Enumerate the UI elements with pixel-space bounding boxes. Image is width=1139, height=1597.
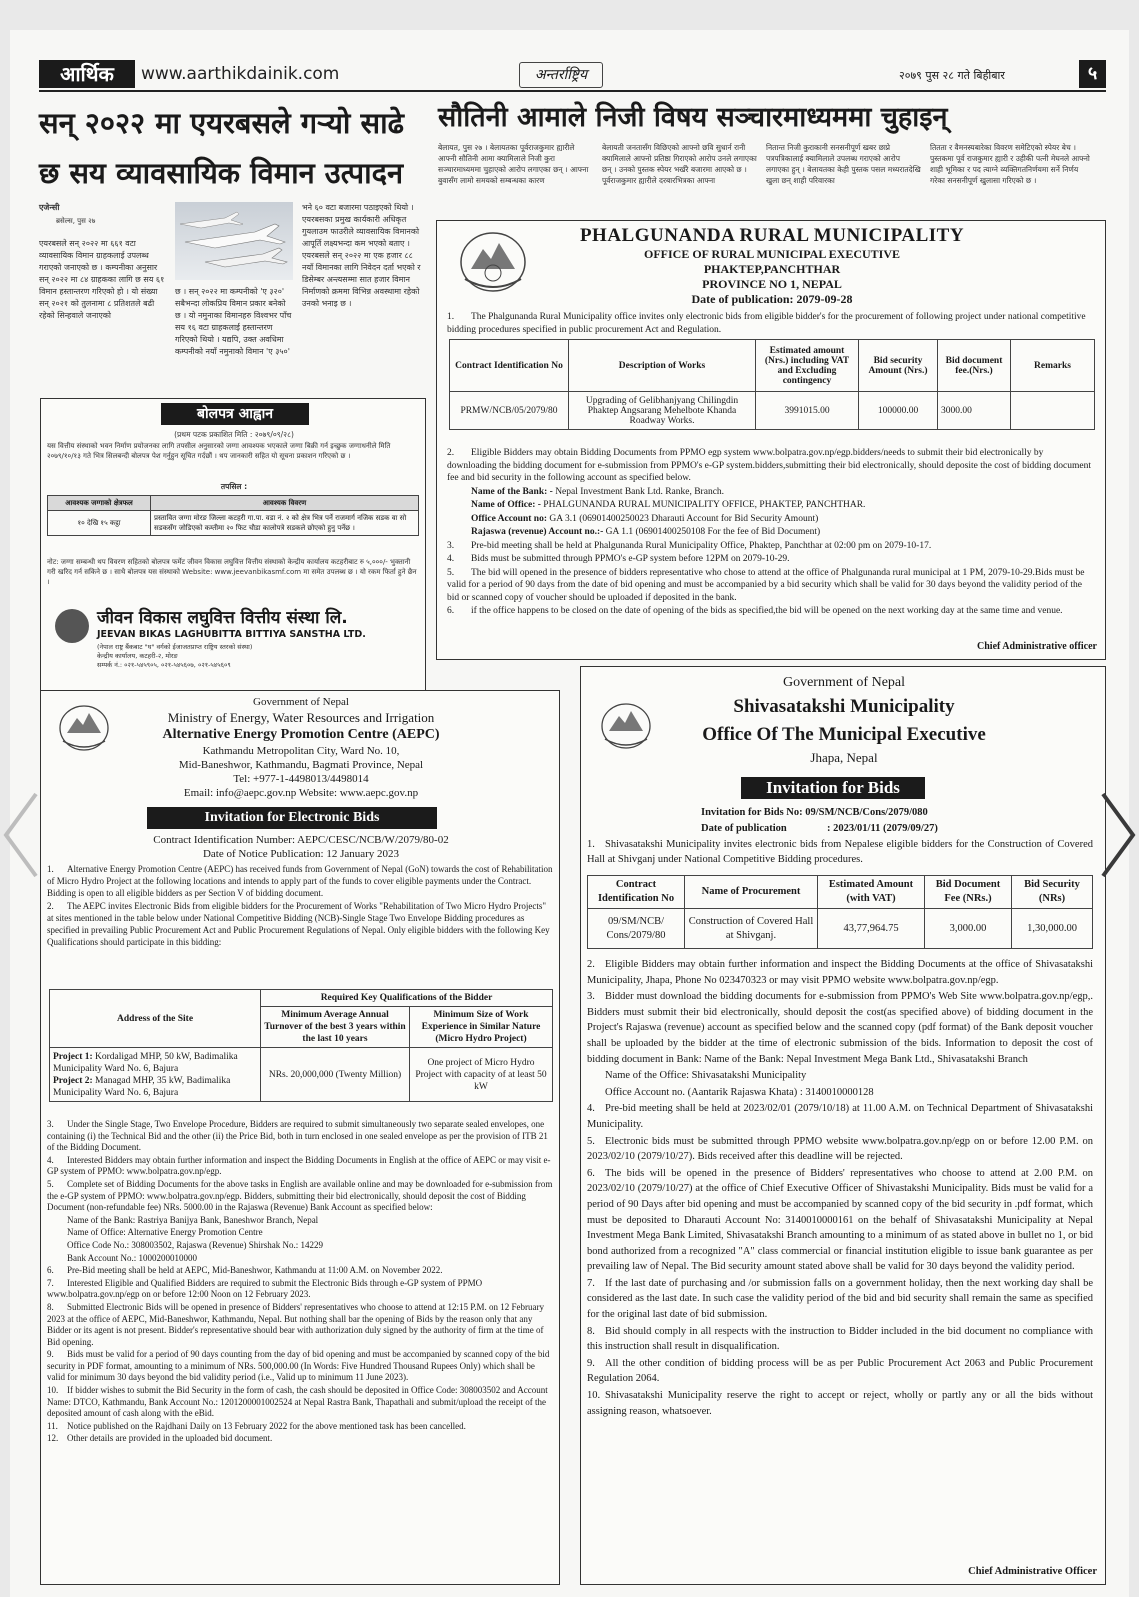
phalgunanda-heading: [437, 247, 1107, 307]
shiva-header: [581, 673, 1107, 767]
table-header: Required Key Qualifications of the Bidder: [261, 990, 553, 1007]
phalgunanda-notice: [436, 220, 1106, 660]
shivasatakshi-notice: [580, 666, 1106, 1585]
table-header: आवश्यक जग्गाको क्षेत्रफल: [48, 496, 151, 511]
jeevan-intro: यस वित्तीय संस्थाको भवन निर्माण प्रयोजनका लागि तपसील अनुसारको जग्गा आवश्यक भएकाले जग्गा बिक्री गर्न इच्छुक जग्गाधनीले मिति २०७९/१०/१३ गते भित्र सिलबन्दी बोलपत्र पेश गर्नुहुन सूचित गर्दछौं । थप जानकारी सहित यो सूचना प्रकाशन गरिएको छ ।: [47, 442, 391, 460]
aepc-contract-no: Contract Identification Number: AEPC/CESC/NCB/W/2079/80-02: [153, 834, 449, 846]
mother-col1: बेलायत, पुस २७ । बेलायतका पूर्वराजकुमार ह्यारीले आफ्नी सौतिनी आमा क्यामिलाले निजी कुरा सञ्चारमाध्यममा चुहाएको आरोप लगाएका छन् । आफ्ना बुवासँग लामो समयको सम्बन्धका कारण: [438, 143, 589, 185]
jeevan-notice: [40, 398, 426, 708]
table-cell: 1,30,000.00: [1012, 909, 1093, 949]
aepc-header: [41, 695, 561, 800]
table-header: Minimum Size of Work Experience in Similar Nature (Micro Hydro Project): [410, 1007, 553, 1048]
jeevan-name-en: JEEVAN BIKAS LAGHUBITTA BITTIYA SANSTHA LTD.: [97, 629, 366, 640]
aepc-notice-date: Date of Notice Publication: 12 January 2023: [202, 848, 400, 860]
table-cell: Construction of Covered Hall at Shivganj.: [685, 909, 818, 949]
table-cell: [1011, 392, 1095, 430]
jeevan-contact: सम्पर्क नं.: ०२१-५४५९०५, ०२१-५४५६०७, ०२१-५४५६०९: [97, 661, 231, 669]
jeevan-logo-icon: [55, 609, 89, 643]
phalgunanda-line1: OFFICE OF RURAL MUNICIPAL EXECUTIVE: [643, 247, 901, 261]
mother-col4: तितता र वैमनस्यबारेका विवरण समेटिएको स्पेयर बेच । पुस्तकमा पूर्व राजकुमार ह्यारी र उहीकी पत्नी मेघनले आफ्नो शाही भूमिका र पद त्याग्ने व्यक्तिगतनिर्णयमा सर्ने निर्णय गरेका सनसनीपूर्ण खुलासा गरिएको छ ।: [930, 143, 1090, 185]
table-cell: 3991015.00: [756, 392, 859, 430]
aepc-table: [49, 989, 553, 1102]
table-header: Estimated amount (Nrs.) including VAT and Excluding contingency: [756, 340, 859, 392]
table-cell: 3,000.00: [925, 909, 1012, 949]
jeevan-note: नोट: जग्गा सम्बन्धी थप विवरण सहितको बोलपत्र फर्मेट जीवन विकास लघुवित्त वित्तीय संस्थाको केन्द्रीय कार्यालय कटहरीबाट रु ५,०००/- भुक्तानी गरी खरिद गर्न सकिने छ । साथै बोलपत्र यस संस्थाको Website: www.jeevanbikasmf.com मा समेत उपलब्ध छ । यो रकम फिर्ता हुने छैन ।: [47, 558, 417, 586]
phalgunanda-item1: 1. The Phalgunanda Rural Municipality office invites only electronic bids from eligible bidder's for the procurement of following project under national competitive bidding procedures specified in public procurement Act and Regulation.: [447, 312, 1086, 335]
mother-col2: बेलायती जनतासँग विछिएको आफ्नो छवि सुधार्न रानी क्यामिलाले आफ्नो प्रतिष्ठा गिराएको आरोप उनले लगाएका छन् । उनको पुस्तक स्पेयर भर्खरै बजारमा आएको छ । पूर्वराजकुमार ह्यारीले दरबारभित्रका आफ्ना: [602, 143, 757, 185]
table-header: Bid security Amount (Nrs.): [859, 340, 938, 392]
table-cell: 3000.00: [938, 392, 1011, 430]
aepc-items-1: 1. Alternative Energy Promotion Centre (AEPC) has received funds from Government of Nepal (GoN) towards the cost of Rehabilitation of Micro Hydro Project at the following locations and intends to apply part of the funds to cover eligible payments under the Contract. Bidding is open to all eligible bidders as per Section V of bidding document. 2. The AEPC invites Electronic Bids from eligible bidders for the Procurement of Works "Rehabilitation of Two Micro Hydro Projects" at sites mentioned in the table below under National Competitive Bidding (NCB)-Single Stage Two Envelope Bidding procedures as specified in prevailing Public Procurement Act and Public Procurement Regulations of Nepal. Only eligible bidders with the following Key Qualifications should participate in this bidding:: [47, 864, 553, 947]
airplane-photo: [175, 202, 293, 280]
table-header: Estimated Amount (with VAT): [818, 876, 925, 909]
table-cell: 43,77,964.75: [818, 909, 925, 949]
prev-page-arrow[interactable]: [0, 790, 40, 880]
aepc-gov: Government of Nepal: [253, 696, 349, 708]
airbus-dateline: ब्रसेल्स, पुस २७: [56, 217, 96, 225]
shiva-items: 2. Eligible Bidders may obtain further information and inspect the Bidding Documents at the office of Shivasatakshi Municipality, Jhapa, Phone No 023470323 or may visit PPMO website www.bolpatra.gov.np/egp. 3. Bidder must download the bidding documents for e-submission from PPMO's Web Site www.bolpatra.gov.np/egp,. Bidders must submit their bid electronically, should deposit the cost(as specified above) of bidding document in the Project's Rajaswa (revenue) account as specified below and the scanned copy (pdf format) of the Bank deposit voucher shall be uploaded by the bidder at the time of electronic submission of the bids. Information to deposit the cost of bidding document in Bank: Name of the Bank: Nepal Investment Mega Bank Ltd., Shivasatakshi Branch Name of the Office: Shivasatakshi Municipality Office Account no. (Aantarik Rajaswa Khata) : 3140010000128 4. Pre-bid meeting shall be held at 2023/02/01 (2079/10/18) at 11.00 A.M. on Technical Department of Shivasatakshi Municipality. 5. Electronic bids must be submitted through PPMO website www.bolpatra.gov.np/egp on or before 12.00 P.M. on 2023/02/10 (2079/10/27). Bids received after this deadline will be rejected. 6. The bids will be opened in the presence of Bidders' representatives who choose to attend at 2.00 P.M. on 2023/02/10 (2079/10/27) at the office of Chief Executive Officer of Shivastakshi Municipality. Bids must be valid for a period of 90 Days after bid opening and must be accompanied by scanned copy of the bid security in .pdf format, which must be deposited to Dharauti Account No: 3140010000161 on the behalf of Shivasatakshi Municipality at Nepal Investment Mega Bank Limited, Shivasatakshi Branch amounting to a minimum of as stated above in bullet no 1, or bid bond authorized from a recognized "A" class commercial or financial institution eligible to issue bank guarantee as per prevailing law of Nepal. The Bid security amount stated above shall be valid for 30 days beyond the validity period. 7. If the last date of purchasing and /or submission falls on a government holiday, then the next working day shall be considered as the last date. In such case the validity period of the bid and bid security shall remain the same as specified for the original last date of bid submission. 8. Bid should comply in all respects with the instruction to Bidder included in the bid document no compliance with this instruction shall result in disqualification. 9. All the other condition of bidding process will be as per Public Procurement Act 2063 and Public Procurement Regulation 2064. 10. Shivasatakshi Municipality reserve the right to accept or reject, wholly or partly any or all the bids without assigning reason, whatsoever.: [587, 959, 1093, 1417]
table-cell: One project of Micro Hydro Project with capacity of at least 50 kW: [410, 1048, 553, 1102]
table-cell: Upgrading of Gelibhanjyang Chilingdin Phaktep Angsarang Mehelbote Khanda Roadway Works.: [569, 392, 756, 430]
phalgunanda-signature: Chief Administrative officer: [977, 641, 1097, 652]
phalgunanda-table: [449, 339, 1095, 430]
aepc-org: Alternative Energy Promotion Centre (AEPC): [162, 727, 440, 742]
aepc-items-2: 3. Under the Single Stage, Two Envelope Procedure, Bidders are required to submit simultaneously two separate sealed envelopes, one containing (i) the Technical Bid and the other (ii) the Price Bid, both in turn enclosed in one sealed envelope as per the provision of ITB 21 of the Bidding Document. 4. Interested Bidders may obtain further information and inspect the Bidding Documents in English at the office of AEPC or may visit e-GP system of PPMO: www.bolpatra.gov.np/egp. 5. Complete set of Bidding Documents for the above tasks in English are available online and may be downloaded for e-submission from the e-GP system of PPMO: www.bolpatra.gov.np/egp. Bidders, submitting their bid electronically, should deposit the cost of Bidding Document (non-refundable fee) NRs. 5000.00 in the Rajaswa (Revenue) Bank Account as specified below: Name of the Bank: Rastriya Banijya Bank, Baneshwor Branch, Nepal Name of Office: Alternative Energy Promotion Centre Office Code No.: 308003502, Rajaswa (Revenue) Shirshak No.: 14229 Bank Account No.: 1000200010000 6. Pre-Bid meeting shall be held at AEPC, Mid-Baneshwor, Kathmandu at 11:00 A.M. on November 2022. 7. Interested Eligible and Qualified Bidders are required to submit the Electronic Bids through e-GP system of PPMO www.bolpatra.gov.np/egp on or before 12:00 Noon on 12 February 2023. 8. Submitted Electronic Bids will be opened in presence of Bidders' representatives who choose to attend at 12:15 P.M. on 12 February 2023 at the office of AEPC, Mid-Baneshwor, Kathmandu, Nepal. But nothing shall bar the opening of Bids by the reason only that any Bidder or its agent is not present. Bidder's representative should bear with authorization duly signed by the authority of firm at the time of Bid opening. 9. Bids must be valid for a period of 90 days counting from the day of bid opening and must be accompanied by scanned copy of the bid security in PDF format, amounting to a minimum of NRs. 500,000.00 (In Words: Five Hundred Thousand Rupees Only) which shall be valid for minimum 30 days beyond the bid validity period (i.e., Valid up to minimum 11 June 2023). 10. If bidder wishes to submit the Bid Security in the form of cash, the cash should be deposited in Office Code: 308003502 and Account Name: DTCO, Kathmandu, Bank Account No.: 1201200001002524 at Nepal Rastra Bank, Thapathali and submit/upload the receipt of the deposited amount of cash along with the eBid. 11. Notice published on the Rajdhani Daily on 13 February 2022 for the above mentioned task has been cancelled. 12. Other details are provided in the uploaded bid document.: [47, 1119, 553, 1444]
next-page-arrow[interactable]: [1099, 790, 1139, 880]
jeevan-name-np: जीवन विकास लघुवित्त वित्तीय संस्था लि.: [97, 608, 348, 628]
table-cell: Project 1: Kordaligad MHP, 50 kW, Badimalika Municipality Ward No. 6, Bajura Project 2: Managad MHP, 35 kW, Badimalika Municipality Ward No. 6, Bajura: [50, 1048, 261, 1102]
table-row: [50, 1048, 553, 1102]
jeevan-subtitle: (प्रथम पटक प्रकाशित मिति : २०७९/०९/२८): [174, 430, 294, 439]
shiva-table: [587, 875, 1093, 949]
shiva-subtitle: Office Of The Municipal Executive: [702, 724, 986, 745]
shiva-banner: Invitation for Bids: [741, 777, 925, 799]
jeevan-table-caption: तपसिल :: [220, 482, 248, 491]
table-header: Bid Security (NRs): [1012, 876, 1093, 909]
table-header: Remarks: [1011, 340, 1095, 392]
aepc-address1: Kathmandu Metropolitan City, Ward No. 10,: [202, 745, 400, 757]
table-cell: 09/SM/NCB/ Cons/2079/80: [588, 909, 685, 949]
table-cell: १० देखि १५ कट्ठा: [48, 511, 151, 536]
table-cell: PRMW/NCB/05/2079/80: [450, 392, 569, 430]
masthead: [39, 60, 1106, 92]
aepc-ministry: Ministry of Energy, Water Resources and Irrigation: [167, 710, 435, 725]
table-header: Minimum Average Annual Turnover of the best 3 years within the last 10 years: [261, 1007, 410, 1048]
airbus-col1: एयरबसले सन् २०२२ मा ६६१ वटा व्यावसायिक विमान ग्राहकलाई उपलब्ध गराएको जनाएको छ । कम्पनीका अनुसार सन् २०२२ मा ८४ ग्राहकका लागि छ सय ६१ विमान हस्तान्तरण गरिएको हो । यो संख्या सन् २०२१ को तुलनामा ८ प्रतिशतले बढी रहेको सिन्हवाले जनाएको: [39, 239, 165, 320]
mother-headline: सौतिनी आमाले निजी विषय सञ्चारमाध्यममा चुहाइन्: [438, 102, 948, 133]
shiva-location: Jhapa, Nepal: [810, 750, 878, 765]
newspaper-logo: आर्थिक: [39, 60, 135, 88]
phalgunanda-title: PHALGUNANDA RURAL MUNICIPALITY: [579, 225, 965, 246]
table-header: Contract Identification No: [588, 876, 685, 909]
airbus-headline-line1: सन् २०२२ मा एयरबसले गर्‍यो साढे: [39, 106, 404, 140]
aepc-tel: Tel: +977-1-4498013/4498014: [233, 773, 369, 785]
shiva-title: Shivasatakshi Municipality: [733, 696, 955, 717]
airbus-col3: भने ६० वटा बजारमा पठाइएको थियो । एयरबसका प्रमुख कार्यकारी अधिकृत गुयलाउम फाउरीले व्यावसायिक विमानको आपूर्ति लक्ष्यभन्दा कम भएको बताए । एयरबसले सन् २०२२ मा एक हजार ८८ नयाँ विमानका लागि निवेदन दर्ता भएको र डिसेम्बर अन्त्यसम्मा सात हजार विमान निर्माणको क्रममा विभिन्न अवस्थामा रहेको उनको भनाइ छ ।: [302, 203, 421, 308]
aepc-notice: [40, 690, 560, 1585]
issue-date: २०७९ पुस २८ गते बिहीबार: [899, 69, 1005, 82]
aepc-email: Email: info@aepc.gov.np Website: www.aepc.gov.np: [183, 787, 419, 799]
jeevan-sub2: केन्द्रीय कार्यालय, कटहरी-२, मोरङ: [97, 652, 178, 660]
shiva-item1: 1. Shivasatakshi Municipality invites electronic bids from Nepalese eligible bidders for the Construction of Covered Hall at Shivganj under National Competitive Bidding procedures.: [587, 839, 1093, 865]
page-number: ५: [1079, 60, 1106, 88]
table-cell: प्रस्तावित जग्गा मोरङ जिल्ला कटहरी गा.पा. वडा नं. २ को क्षेत्र भित्र पर्ने राजमार्ग नजिक सडक वा सो सडकसँग जोडिएको कम्तीमा २० फिट चौडा कालोपत्रे सडकले छोएको हुनु पर्नेछ ।: [151, 511, 419, 536]
shiva-gov: Government of Nepal: [782, 675, 906, 690]
jeevan-table: [47, 495, 419, 536]
table-header: Contract Identification No: [450, 340, 569, 392]
table-cell: 100000.00: [859, 392, 938, 430]
jeevan-sub1: (नेपाल राष्ट्र बैंकबाट "घ" वर्गको ईजाजतप्राप्त राष्ट्रिय स्तरको संस्था): [97, 643, 253, 651]
website-url: www.aarthikdainik.com: [141, 64, 340, 84]
phalgunanda-line2: PHAKTEP,PANCHTHAR: [703, 262, 841, 276]
airbus-col2: छ । सन् २०२२ मा कम्पनीको 'ए ३२०' सबैभन्दा लोकप्रिय विमान प्रकार बनेको छ । यो नमुनाका विमानहरु विश्वभर पाँच सय १६ वटा ग्राहकलाई हस्तान्तरण गरिएको थियो । यद्यपि, उक्त अवधिमा कम्पनीको नयाँ नमुनाको विमान 'ए ३५०': [175, 287, 292, 356]
table-row: [450, 392, 1095, 430]
table-header: Address of the Site: [50, 990, 261, 1048]
airbus-headline: [39, 98, 429, 198]
shiva-ifb: Invitation for Bids No: 09/SM/NCB/Cons/2079/080 Date of publication : 2023/01/11 (2079/09/27): [701, 807, 938, 834]
airbus-headline-line2: छ सय व्यावसायिक विमान उत्पादन: [39, 156, 404, 190]
aepc-banner: Invitation for Electronic Bids: [147, 807, 437, 829]
section-label: अन्तर्राष्ट्रिय: [519, 62, 603, 88]
aepc-address2: Mid-Baneshwor, Kathmandu, Bagmati Province, Nepal: [178, 759, 424, 771]
table-header: आवश्यक विवरण: [151, 496, 419, 511]
table-row: [48, 511, 419, 536]
jeevan-title: बोलपत्र आह्वान: [161, 403, 309, 425]
table-header: Name of Procurement: [685, 876, 818, 909]
newspaper-page: [10, 30, 1129, 1597]
phalgunanda-date: Date of publication: 2079-09-28: [691, 292, 853, 306]
mother-col3: नितान्त निजी कुराकानी सनसनीपूर्ण खबर छाप्ने पत्रपत्रिकालाई क्यामिलाले उपलब्ध गराएको आरोप लगाएका हुन् । बेलायतका केही पुस्तक पसल मध्यरातदेखि खुला छन् शाही परिवारका: [766, 143, 921, 185]
shiva-signature: Chief Administrative Officer: [968, 1566, 1097, 1577]
table-header: Bid Document Fee (NRs.): [925, 876, 1012, 909]
table-cell: NRs. 20,000,000 (Twenty Million): [261, 1048, 410, 1102]
table-header: Bid document fee.(Nrs.): [938, 340, 1011, 392]
airbus-agency: एजेन्सी: [39, 203, 60, 212]
phalgunanda-items: 2. Eligible Bidders may obtain Bidding Documents from PPMO egp system www.bolpatra.gov.np/egp.bidders/needs to submit their bid electronically by downloading the bidding document for e-submission from PPMO's e-GP system.bidders,submitting their bid electronically, should deposite the cost of bidding document fee and bid security in the following account as specified below. Name of the Bank: - Nepal Investment Bank Ltd. Ranke, Branch. Name of Office: - PHALGUNANDA RURAL MUNICIPALITY OFFICE, PHAKTEP, PANCHTHAR. Office Account no: GA 3.1 (06901400250023 Dharauti Account for Bid Security Amount) Rajaswa (revenue) Account no.:- GA 1.1 (06901400250108 For the fee of Bid Document) 3. Pre-bid meeting shall be held at Phalgunanda Rural Municipality Office, Phaktep, Panchthar at 02:00 pm on 2079-10-17. 4. Bids must be submitted through PPMO's e-GP system before 12PM on 2079-10-29. 5. The bid will opened in the presence of bidders representative who chose to attend at the office of Phalgunanda rural municipal at 1 PM, 2079-10-29.Bids must be valid for a period of 90 days from the date of bid opening and must be accompanied by a bid security which shall be valid for 30 days beyond the validity period of the bid or scanned copy of voucher should be uploaded if deposited in the bank. 6. if the office happens to be closed on the date of opening of the bids as specified,the bid will be opened on the next working day at the same time and venue.: [447, 448, 1092, 616]
aepc-contract: [41, 833, 561, 861]
table-row: [588, 909, 1093, 949]
phalgunanda-line3: PROVINCE NO 1, NEPAL: [702, 277, 842, 291]
table-header: Description of Works: [569, 340, 756, 392]
